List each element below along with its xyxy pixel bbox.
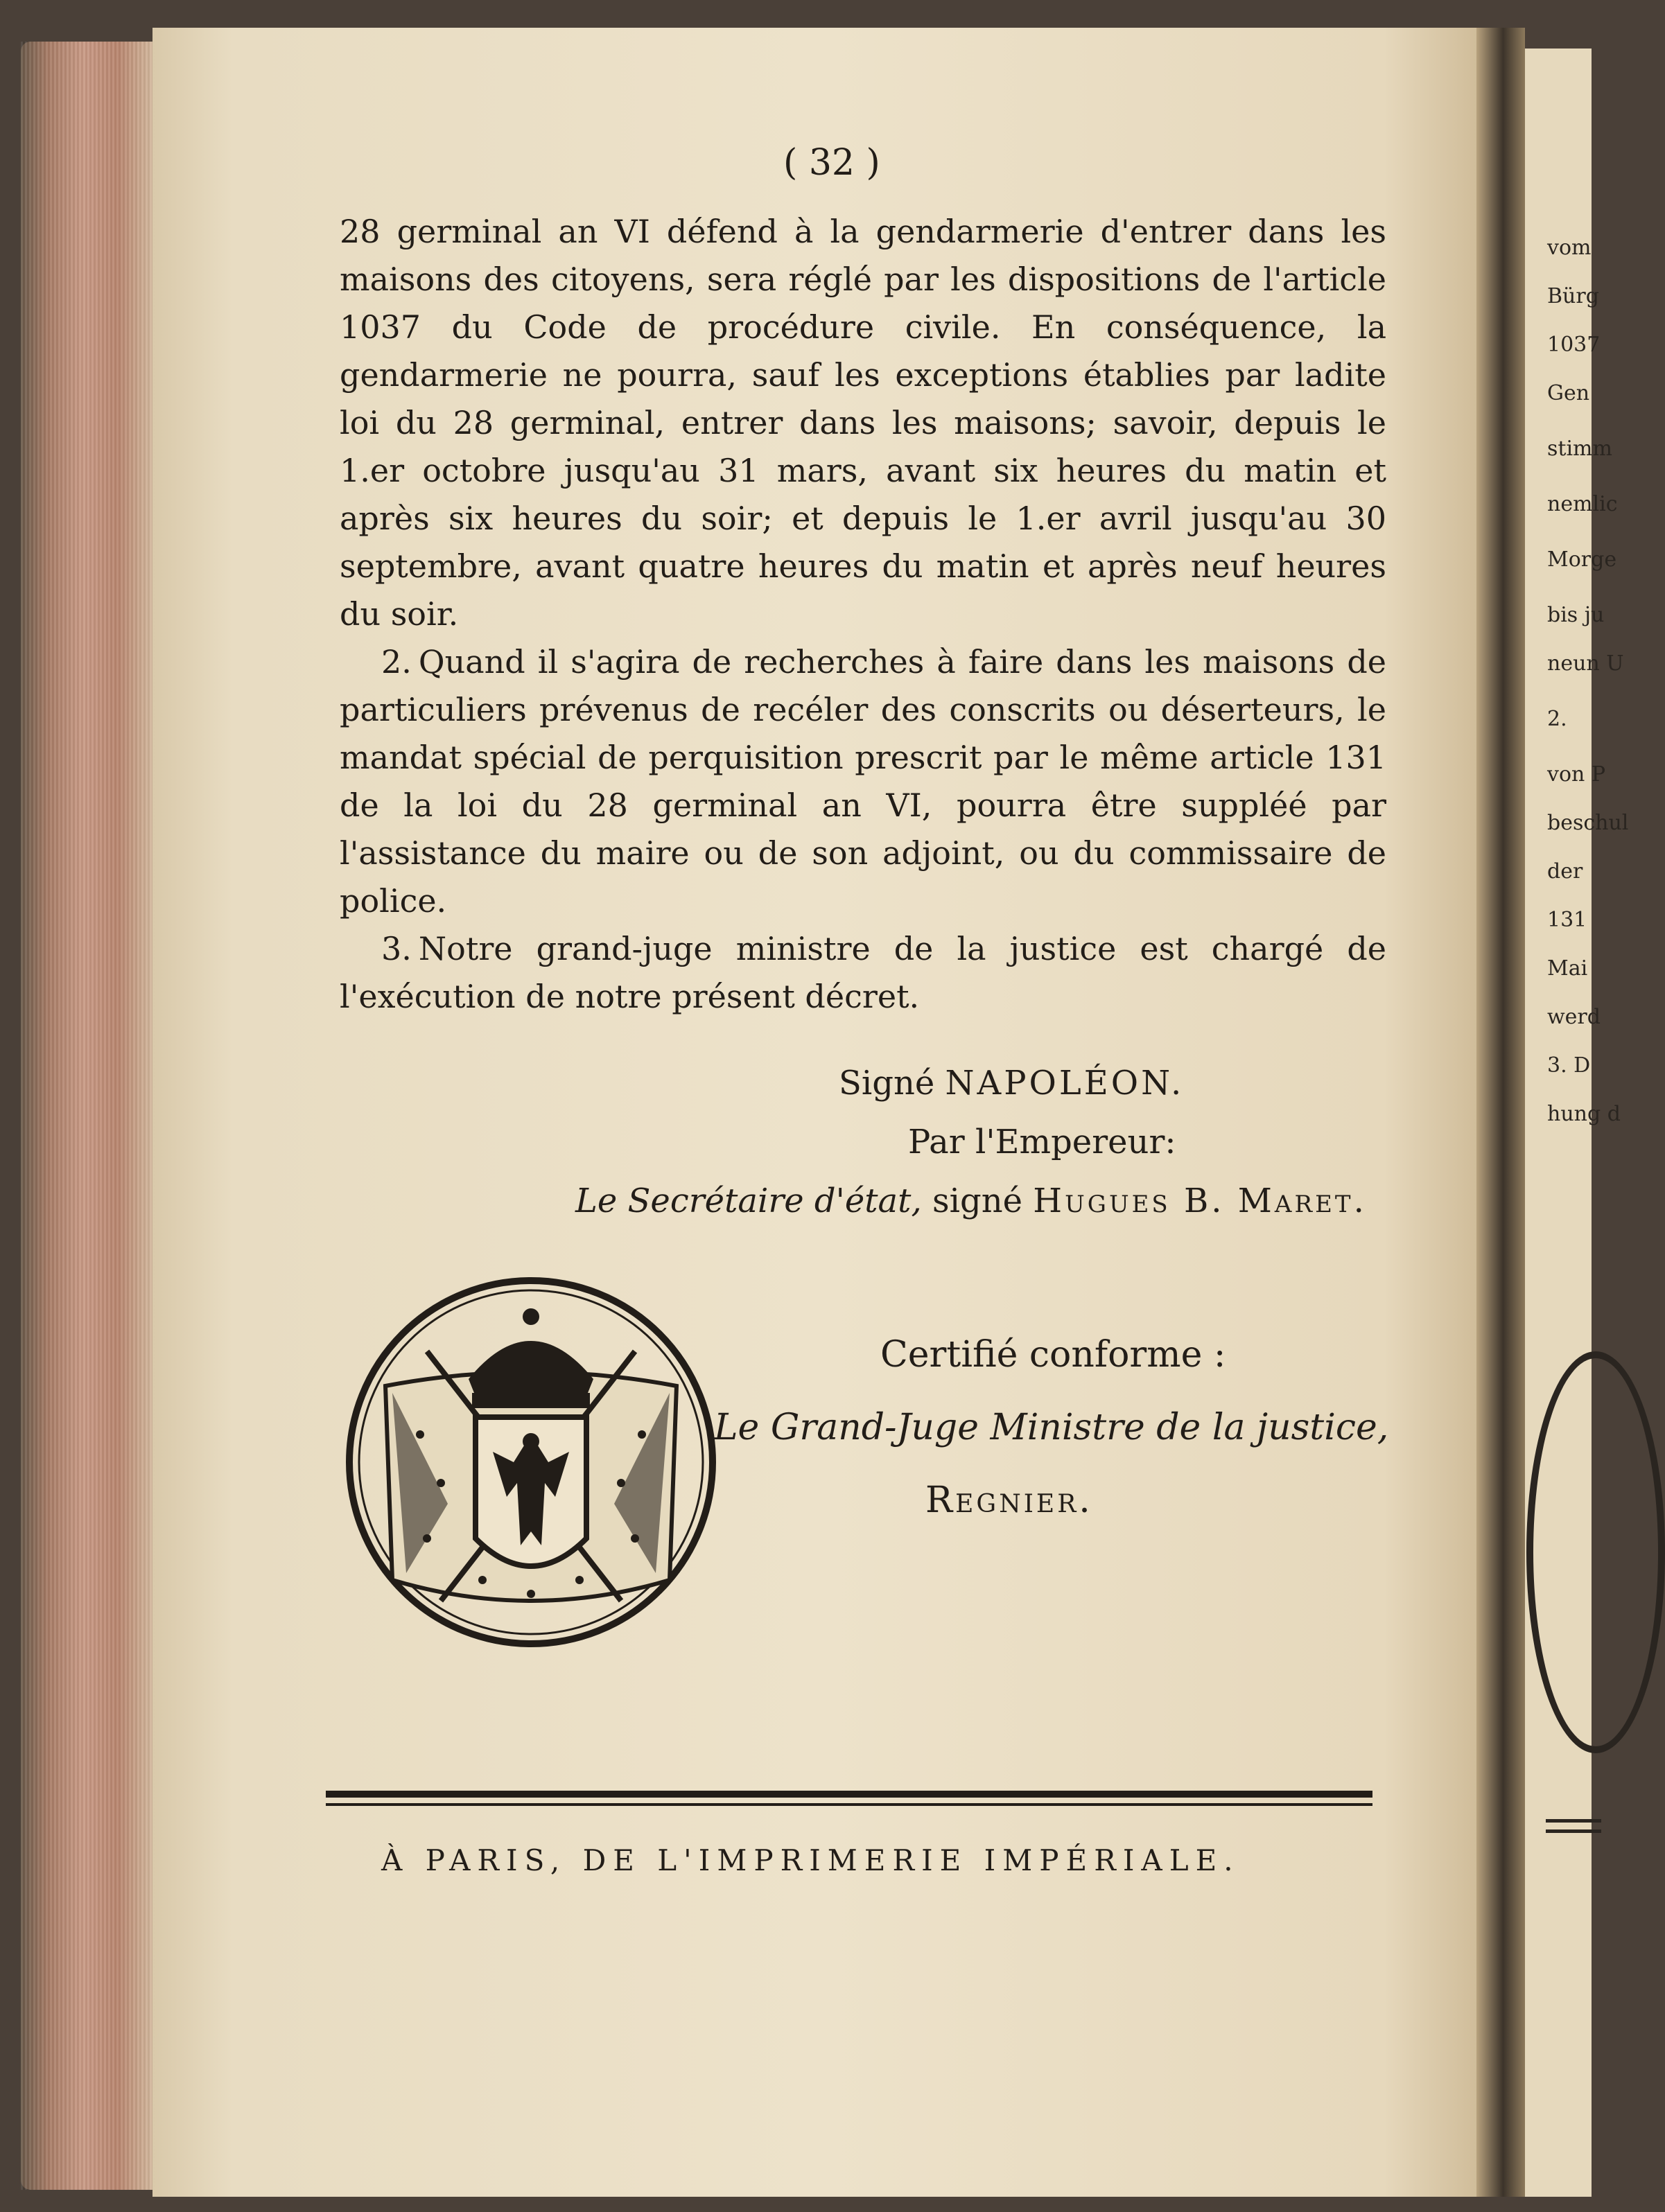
imperial-seal-icon [344,1275,718,1649]
signed-napoleon [839,1064,1184,1103]
secretary-title: Le Secrétaire d'état, [575,1182,922,1220]
paragraph-number: 3. [381,930,412,967]
paragraph-2 [340,638,1386,925]
certification-heading: Certifié conforme : [880,1334,1226,1376]
fore-edge [21,42,159,2190]
next-page-fragment: nemlic [1547,492,1618,516]
rule-thick [326,1791,1372,1798]
next-page-fragment: 131 [1547,908,1587,932]
by-line: Par l'Empereur: [908,1123,1176,1161]
next-page-rule [1546,1829,1601,1833]
next-page-fragment: werd [1547,1005,1601,1029]
next-page-edge [1525,49,1629,2197]
next-page-fragment: von P [1547,762,1606,787]
next-page-fragment: 3. D [1547,1053,1591,1078]
next-page-fragment: stimm [1547,437,1612,461]
rule-thin [326,1803,1372,1806]
secretary-name: Hugues B. Maret. [1033,1182,1367,1220]
next-page-fragment: vom [1547,236,1592,260]
next-page-fragment: 1037 [1547,333,1601,357]
imprint: À PARIS, DE L'IMPRIMERIE IMPÉRIALE. [381,1843,1240,1877]
next-page-fragment: Morge [1547,547,1617,572]
next-page-seal-fragment [1526,1351,1665,1753]
next-page-rule [1546,1819,1601,1823]
gutter [1476,28,1525,2197]
paragraph-text: 28 germinal an VI défend à la gendarmerie d'entrer dans les maisons des citoyens, sera réglé par les dispositions de l'article 1037 du Code de procédure civile. En conséquence, la gendarmerie ne pourra, sauf les exceptions établies par ladite loi du 28 germinal, entrer dans les maisons; savoir, depuis le 1.er octobre jusqu'au 31 mars, avant six heures du matin et après six heures du soir; et depuis le 1.er avril jusqu'au 30 septembre, avant quatre heures du matin et après neuf heures du soir. [340,213,1386,633]
paragraph-text: Quand il s'agira de recherches à faire dans les maisons de particuliers prévenus de recéler des conscrits ou déserteurs, le mandat spécial de perquisition prescrit par le même article 131 de la loi du 28 germinal an VI, pourra être suppléé par l'assistance du maire ou de son adjoint, ou du commissaire de police. [340,643,1386,920]
page-number: ( 32 ) [783,142,880,184]
paragraph-3 [340,925,1386,1021]
certification-title: Le Grand-Juge Ministre de la justice, [714,1407,1389,1448]
secretary-signed: signé [932,1182,1023,1220]
next-page-fragment: bis ju [1547,603,1605,627]
certification-name: Regnier. [925,1480,1093,1521]
next-page-fragment: Bürg [1547,284,1599,308]
next-page-fragment: beschul [1547,811,1629,835]
signed-prefix: Signé [839,1064,935,1103]
next-page-fragment: Gen [1547,381,1590,405]
secretary-line [575,1182,1367,1220]
next-page-fragment: 2. [1547,707,1567,731]
paragraph-number: 2. [381,643,412,681]
body-text [340,139,1386,1021]
next-page-fragment: der [1547,859,1583,884]
next-page-fragment: neun U [1547,651,1624,676]
next-page-fragment: hung d [1547,1102,1621,1126]
next-page-fragment: Mai [1547,956,1588,981]
paragraph-text: Notre grand-juge ministre de la justice est chargé de l'exécution de notre présent décret. [340,930,1386,1015]
signed-name: NAPOLÉON. [945,1064,1185,1103]
paragraph-1 [340,208,1386,638]
